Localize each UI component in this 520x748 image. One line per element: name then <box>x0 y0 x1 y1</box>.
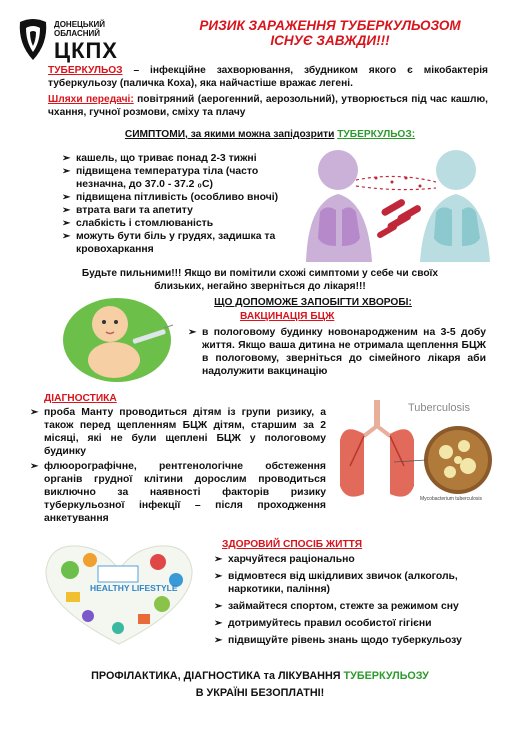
bullet-arrow-icon: ➢ <box>214 571 223 582</box>
list-item: ➢ підвищуйте рівень знань щодо туберкульозу <box>214 635 462 646</box>
list-item: ➢ слабкість і стомлюваність <box>62 218 214 229</box>
logo <box>16 16 136 66</box>
list-item: ➢ підвищена пітливість (особливо вночі) <box>62 192 279 203</box>
list-item: ➢ підвищена температура тіла (часто незначна, до 37.0 - 37.2 ₀С) <box>62 166 259 190</box>
title-line1: РИЗИК ЗАРАЖЕННЯ ТУБЕРКУЛЬОЗОМ <box>199 18 461 33</box>
bullet-arrow-icon: ➢ <box>214 554 223 565</box>
footer-line2: В УКРАЇНІ БЕЗОПЛАТНІ! <box>195 687 325 699</box>
symptoms-list <box>62 152 287 256</box>
leaf-shield-logo-icon <box>16 16 50 62</box>
list-item: ➢ флюорографічне, рентгенологічне обстеження органів грудної клітини дорослим проводиться виключно за наявності факторів ризику туберкульозної інфекції – після проходження анкетування <box>30 461 326 524</box>
bullet-arrow-icon: ➢ <box>62 205 71 216</box>
intro-routes <box>48 93 488 119</box>
footer-term: ТУБЕРКУЛЬОЗУ <box>343 670 429 682</box>
symptoms-heading <box>100 128 440 141</box>
list-item: ➢ кашель, що триває понад 2-3 тижні <box>62 153 257 164</box>
tuberculosis-lungs-image <box>334 396 500 510</box>
healthy-lifestyle-image <box>38 540 200 648</box>
logo-line2: ОБЛАСНИЙ <box>54 29 101 38</box>
tuberculosis-label: Tuberculosis <box>408 402 470 414</box>
prevention-heading: ЩО ДОПОМОЖЕ ЗАПОБІГТИ ХВОРОБІ: <box>214 297 412 308</box>
bullet-arrow-icon: ➢ <box>214 635 223 646</box>
routes-text: повітряний (аерогенний, аерозольний), утворюється під час кашлю, чхання, гучної розмови, сміху та плачу <box>48 94 489 118</box>
routes-label: Шляхи передачі: <box>48 94 134 105</box>
bullet-arrow-icon: ➢ <box>62 218 71 229</box>
logo-line1: ДОНЕЦЬКИЙ <box>54 20 106 29</box>
mycobacterium-caption: Mycobacterium tuberculosis <box>420 496 482 502</box>
bullet-arrow-icon: ➢ <box>214 601 223 612</box>
bullet-arrow-icon: ➢ <box>62 153 71 164</box>
footer-part1: ПРОФІЛАКТИКА, ДІАГНОСТИКА та ЛІКУВАННЯ <box>91 670 344 682</box>
list-item: ➢ дотримуйтесь правил особистої гігієни <box>214 618 432 629</box>
bullet-arrow-icon: ➢ <box>62 166 71 177</box>
bullet-arrow-icon: ➢ <box>188 327 197 338</box>
vaccination-heading: ВАКЦИНАЦІЯ БЦЖ <box>240 311 335 322</box>
list-item: ➢ харчуйтеся раціонально <box>214 554 355 565</box>
lifestyle-heading: ЗДОРОВИЙ СПОСІБ ЖИТТЯ <box>222 539 363 550</box>
symptoms-heading-text: СИМПТОМИ, за якими можна запідозрити <box>124 129 335 140</box>
diagnostics-list <box>30 406 326 525</box>
warning-text: Будьте пильними!!! Якщо ви помітили схожі симптоми у себе чи своїх близьких, негайно зверніться до лікаря!!! <box>81 268 439 292</box>
bullet-arrow-icon: ➢ <box>62 231 71 242</box>
list-item: ➢ займайтеся спортом, стежте за режимом сну <box>214 601 459 612</box>
transmission-illustration <box>296 142 496 262</box>
bullet-arrow-icon: ➢ <box>30 461 39 472</box>
heart-lifestyle-icon <box>38 540 200 648</box>
list-item: ➢ втрата ваги та апетиту <box>62 205 193 216</box>
list-item: ➢ відмовтеся від шкідливих звичок (алкоголь, наркотики, паління) <box>214 571 458 595</box>
bullet-arrow-icon: ➢ <box>62 192 71 203</box>
baby-icon <box>60 290 175 385</box>
vaccination-list <box>188 326 486 378</box>
page-title <box>160 18 500 48</box>
logo-abbr: ЦКПХ <box>54 38 118 63</box>
diagnostics-heading: ДІАГНОСТИКА <box>44 393 117 404</box>
list-item: ➢ проба Манту проводиться дітям із групи ризику, а також перед щепленням БЦЖ дітям, старшим за 2 місяці, які не були щеплені БЦЖ у пологовому будинку <box>30 407 326 457</box>
list-item: ➢ в пологовому будинку новонародженим на 3-5 добу життя. Якщо ваша дитина не отримала щеплення БЦЖ в пологовому, зверніться до сімейного лікаря аби надолужити вакцинацію <box>188 327 486 377</box>
lifestyle-list <box>214 553 504 647</box>
list-item: ➢ можуть бути біль у грудях, задишка та кровохаркання <box>62 231 276 255</box>
bullet-arrow-icon: ➢ <box>30 407 39 418</box>
bullet-arrow-icon: ➢ <box>214 618 223 629</box>
title-line2: ІСНУЄ ЗАВЖДИ!!! <box>270 33 390 48</box>
intro-definition <box>48 64 488 90</box>
definition-text: – інфекційне захворювання, збудником якого є мікобактерія туберкульозу (паличка Коха), яка найчастіше вражає легені. <box>48 65 488 89</box>
healthy-lifestyle-label: HEALTHY LIFESTYLE <box>90 583 178 593</box>
symptoms-heading-term: ТУБЕРКУЛЬОЗ: <box>337 129 416 140</box>
baby-vaccination-image <box>60 290 175 385</box>
footer-text <box>40 668 480 702</box>
term-tuberculosis: ТУБЕРКУЛЬОЗ <box>48 65 123 76</box>
